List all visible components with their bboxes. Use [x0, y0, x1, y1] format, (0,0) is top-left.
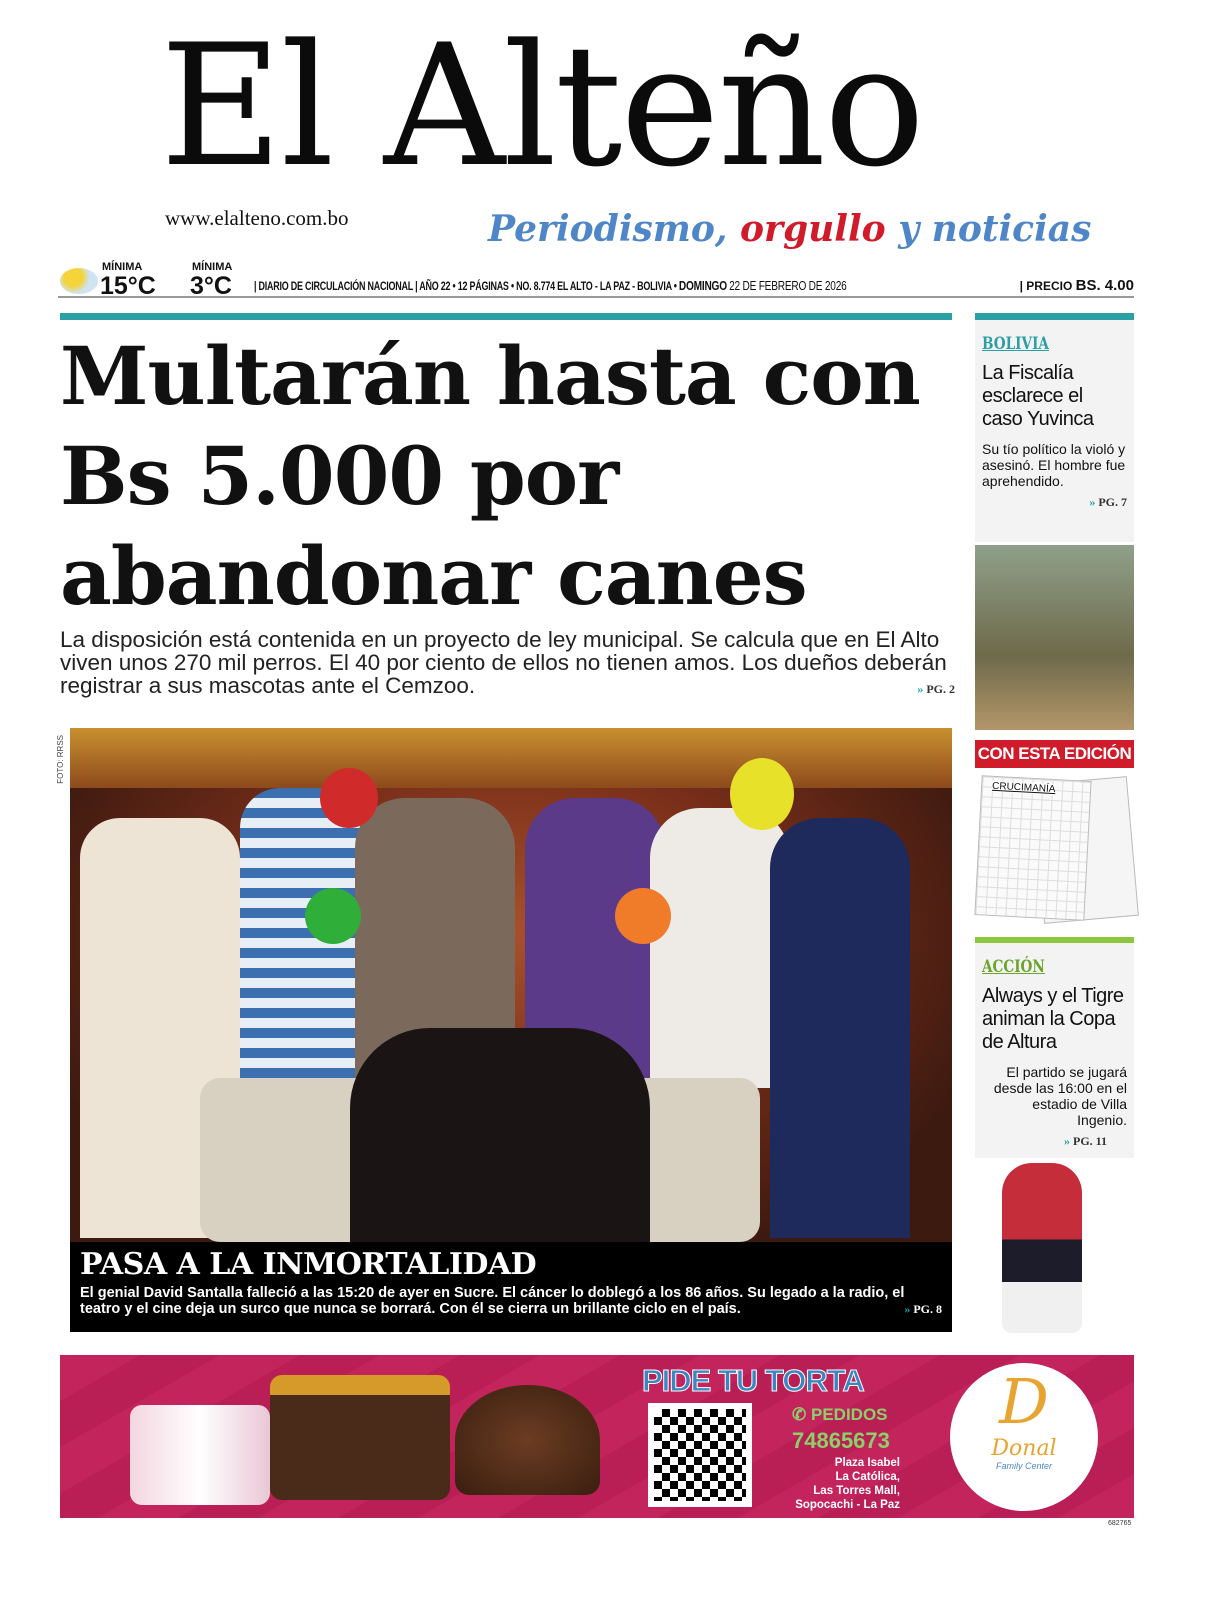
orders-label: [792, 1405, 888, 1425]
photo-caption: [70, 1242, 952, 1332]
balloon: [615, 888, 671, 944]
arrow-icon: »: [917, 682, 924, 696]
qr-code[interactable]: [648, 1403, 752, 1507]
meta-text: | DIARIO DE CIRCULACIÓN NACIONAL | AÑO 22 • 12 PÁGINAS • NO. 8.774 EL ALTO - LA PAZ - BOLIVIA •: [254, 281, 677, 293]
website-url[interactable]: www.elalteno.com.bo: [165, 206, 349, 230]
info-bar: [58, 262, 1134, 298]
balloon: [305, 888, 361, 944]
page-label: PG. 11: [1072, 1134, 1107, 1148]
cake-image: [455, 1385, 600, 1495]
min-label: MÍNIMA: [102, 261, 143, 273]
product-name: CRUCIMANÍA: [991, 780, 1056, 796]
lead-headline[interactable]: Multarán hasta con Bs 5.000 por abandonar canes: [60, 329, 920, 623]
story-bolivia[interactable]: [975, 320, 1134, 542]
arrow-icon: »: [904, 1302, 911, 1316]
story-headline[interactable]: La Fiscalía esclarece el caso Yuvinca: [982, 362, 1094, 430]
tagline: [488, 208, 1091, 250]
orders-text: PEDIDOS: [810, 1405, 888, 1424]
arrow-icon: »: [1063, 1134, 1070, 1148]
caption-title[interactable]: PASA A LA INMORTALIDAD: [80, 1247, 537, 1282]
page-ref[interactable]: [982, 1134, 1127, 1149]
football-player: [1002, 1163, 1082, 1333]
balloon: [730, 758, 794, 830]
whatsapp-icon: ✆: [792, 1405, 807, 1424]
tagline-part: orgullo: [739, 208, 886, 250]
edition-meta: [254, 278, 847, 293]
page-label: PG. 2: [926, 682, 955, 696]
arrow-icon: »: [1089, 495, 1096, 509]
weather-icon: [60, 268, 98, 294]
advertisement[interactable]: [60, 1355, 1134, 1518]
min-label: MÍNIMA: [192, 261, 233, 273]
crucimania-insert[interactable]: [978, 776, 1134, 921]
lead-deck: [60, 628, 955, 701]
story-text: El partido se jugará desde las 16:00 en el estadio de Villa Ingenio.: [993, 1064, 1127, 1128]
tagline-part: y noticias: [898, 208, 1092, 250]
price-value: BS. 4.00: [1075, 277, 1134, 294]
price: [1020, 277, 1134, 294]
section-label: ACCIÓN: [982, 957, 1045, 977]
temp-value: 15°C: [100, 272, 156, 300]
address-line: La Católica,: [835, 1471, 900, 1483]
temp-min-1: [100, 261, 156, 300]
price-label: | PRECIO: [1019, 279, 1073, 293]
section-label: BOLIVIA: [982, 334, 1049, 354]
page-ref[interactable]: [982, 495, 1127, 510]
balloon: [320, 768, 378, 828]
tagline-part: Periodismo,: [488, 208, 728, 250]
caption-body: El genial David Santalla falleció a las 15:20 de ayer en Sucre. El cáncer lo doblegó a los 86 años. Su legado a la radio, el teatro y el cine deja un surco que nunca se borrará. Con él se cierra un brillante ciclo en el país.: [80, 1285, 905, 1317]
page-ref[interactable]: [904, 1301, 942, 1317]
cake-image: [130, 1405, 270, 1505]
photo-credit: FOTO: RRSS: [56, 735, 65, 784]
puzzle-page: [974, 775, 1091, 921]
brand-sub: Family Center: [995, 1461, 1052, 1471]
story-text: Su tío político la violó y asesinó. El hombre fue aprehendido.: [982, 441, 1126, 489]
temp-min-2: [190, 261, 233, 300]
ad-address: [760, 1456, 900, 1512]
masthead-title: El Alteño: [160, 8, 924, 204]
person: [650, 808, 790, 1088]
cake-image: [270, 1375, 450, 1500]
story-headline[interactable]: Always y el Tigre animan la Copa de Altura: [982, 985, 1124, 1053]
qr-pattern: [654, 1409, 746, 1501]
date: 22 DE FEBRERO DE 2026: [729, 278, 847, 293]
address-line: Sopocachi - La Paz: [795, 1499, 900, 1511]
rescue-photo: [975, 545, 1134, 730]
address-line: Plaza Isabel: [834, 1457, 900, 1469]
ad-phone[interactable]: 74865673: [792, 1428, 890, 1453]
insert-label: CON ESTA EDICIÓN: [975, 740, 1134, 768]
address-line: Las Torres Mall,: [813, 1485, 900, 1497]
main-photo[interactable]: [70, 728, 952, 1242]
page-ref[interactable]: [917, 678, 955, 701]
divider-teal: [975, 313, 1134, 320]
caption-text: [80, 1285, 942, 1317]
temp-value: 3°C: [190, 272, 232, 300]
ad-title: PIDE TU TORTA: [642, 1363, 864, 1398]
deck-text: La disposición está contenida en un proyecto de ley municipal. Se calcula que en El Alto viven unos 270 mil perros. El 40 por ciento de ellos no tienen amos. Los dueños deberán registrar a sus mascotas ante el Cemzoo.: [60, 627, 947, 698]
ad-code: 682765: [1108, 1520, 1132, 1527]
day: DOMINGO: [678, 278, 727, 293]
page-label: PG. 7: [1098, 495, 1127, 509]
curtain: [70, 728, 952, 788]
page-label: PG. 8: [913, 1302, 942, 1316]
person: [770, 818, 910, 1238]
brand-name: Donal: [991, 1436, 1057, 1461]
donal-logo: D Donal Family Center: [950, 1363, 1098, 1511]
david-santalla: [350, 1028, 650, 1242]
story-accion[interactable]: [975, 943, 1134, 1158]
sidebar: [972, 313, 1134, 1158]
divider-teal: [60, 313, 952, 320]
